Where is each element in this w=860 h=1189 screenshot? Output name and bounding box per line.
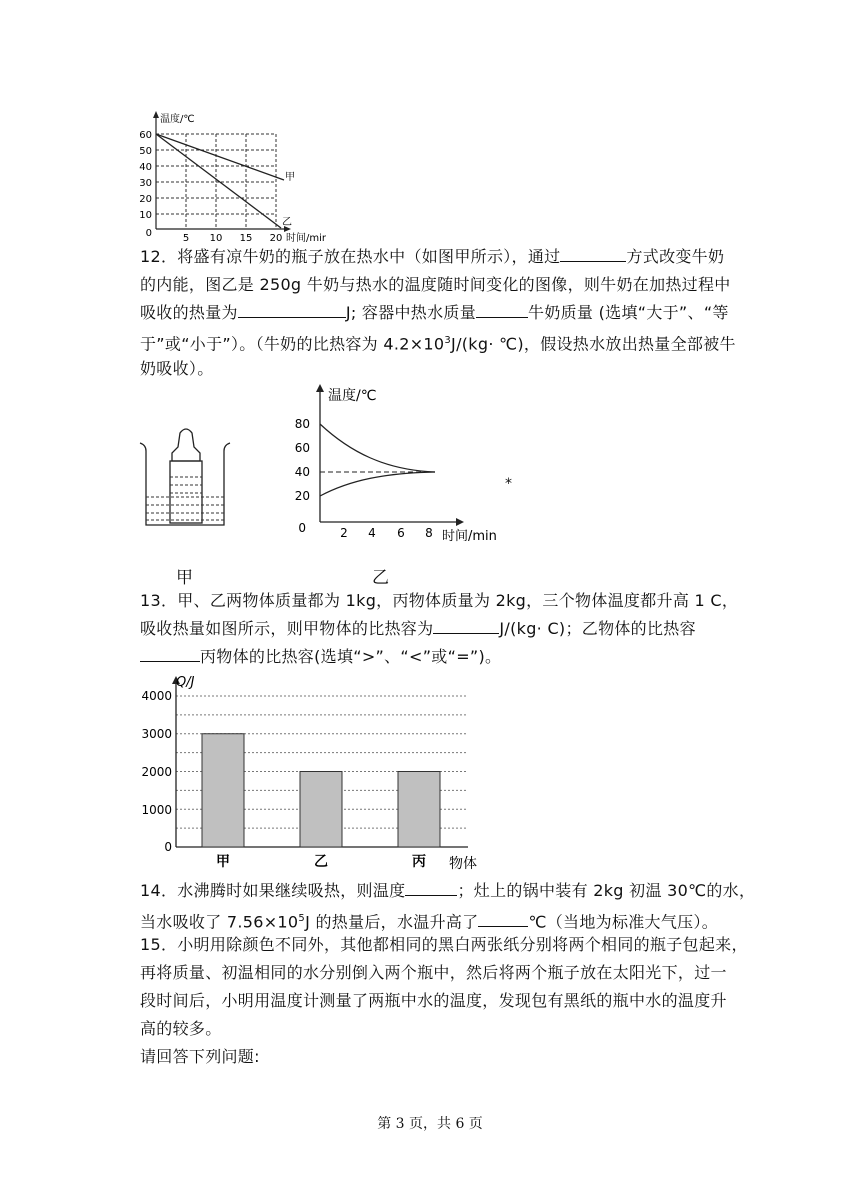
temperature-time-graph-2 — [290, 380, 520, 550]
stray-asterisk: * — [505, 476, 512, 492]
q14-line-2: 当水吸收了 $7.56\times 10^5J$ 的热量后，水温升高了 ℃（当地为标准大气压）。 — [140, 912, 719, 932]
fig2-xtick: 4 — [368, 526, 376, 540]
category-label: 乙 — [314, 854, 328, 870]
caption-yi: 乙 — [372, 568, 389, 588]
fig2-ytick: 40 — [294, 465, 310, 479]
hot-water-curve — [320, 424, 435, 472]
bar-2 — [300, 772, 342, 848]
fig1-ytick: 40 — [139, 162, 152, 173]
fig3-ylabel: Q/J — [176, 675, 195, 690]
heat-bar-chart — [136, 668, 496, 878]
fig1-xtick: 10 — [209, 233, 223, 244]
fig2-ytick: 80 — [294, 417, 310, 431]
fig1-ytick: 20 — [139, 194, 152, 205]
fig1-ytick: 0 — [145, 228, 152, 239]
beaker-with-bottle-illustration — [136, 425, 236, 535]
answer-blank[interactable] — [560, 247, 626, 262]
fig2-ytick: 0 — [298, 521, 306, 535]
page-footer: 第 3 页，共 6 页 — [377, 1116, 483, 1132]
answer-blank[interactable] — [140, 647, 200, 662]
bar-3 — [398, 772, 440, 848]
fig1-xtick: 20 — [269, 233, 283, 244]
fig1-ylabel: 温度/℃ — [160, 114, 195, 125]
fig2-ytick: 20 — [294, 489, 310, 503]
fig1-ytick: 10 — [139, 210, 152, 221]
q15-line-3: 段时间后，小明用温度计测量了两瓶中水的温度，发现包有黑纸的瓶中水的温度升 — [140, 991, 727, 1010]
q15-line-1: 15．小明用除颜色不同外，其他都相同的黑白两张纸分别将两个相同的瓶子包起来， — [140, 935, 748, 954]
answer-blank[interactable] — [433, 619, 499, 634]
q15-line-2: 再将质量、初温相同的水分别倒入两个瓶中，然后将两个瓶子放在太阳光下，过一 — [140, 963, 727, 982]
fig3-ytick: 2000 — [141, 765, 172, 779]
fig3-ytick: 1000 — [141, 803, 172, 817]
fig2-xlabel: 时间/min — [442, 529, 497, 544]
q13-line-2: 吸收热量如图所示，则甲物体的比热容为 J/(kg· C)；乙物体的比热容 — [140, 619, 696, 638]
q12-line-5: 奶吸收）。 — [140, 359, 214, 378]
milk-curve — [320, 472, 435, 496]
q12-line-4: 于”或“小于”）。（牛奶的比热容为 $4.2\times 10^3J/(kg\cdot$ ℃)，假设热水放出热量全部被牛 — [140, 334, 736, 354]
fig3-xlabel: 物体 — [449, 856, 477, 872]
q12-line-3: 吸收的热量为 J; 容器中热水质量 牛奶质量 (选填“大于”、“等 — [140, 303, 729, 322]
fig3-ytick: 4000 — [141, 689, 172, 703]
answer-blank[interactable] — [476, 303, 528, 318]
fig1-ytick: 50 — [139, 146, 152, 157]
fig3-ytick: 3000 — [141, 727, 172, 741]
category-label: 丙 — [412, 854, 426, 870]
category-label: 甲 — [216, 854, 230, 870]
fig1-line-label-jia: 甲 — [285, 172, 295, 183]
q15-line-4: 高的较多。 — [140, 1019, 222, 1038]
q12-line-2: 的内能，图乙是 250g 牛奶与热水的温度随时间变化的图像，则牛奶在加热过程中 — [140, 275, 731, 294]
caption-jia: 甲 — [176, 568, 193, 588]
fig1-xtick: 15 — [239, 233, 253, 244]
fig2-xtick: 8 — [425, 526, 433, 540]
answer-blank[interactable] — [478, 912, 528, 927]
fig2-ytick: 60 — [294, 441, 310, 455]
q13-line-1: 13．甲、乙两物体质量都为 1kg，丙物体质量为 2kg，三个物体温度都升高 1 C， — [140, 591, 739, 610]
bar-1 — [202, 734, 244, 847]
fig2-xtick: 6 — [397, 526, 405, 540]
fig1-ytick: 30 — [139, 178, 152, 189]
q15-line-5: 请回答下列问题: — [140, 1047, 260, 1066]
answer-blank[interactable] — [405, 881, 457, 896]
fig1-xtick: 5 — [182, 233, 190, 244]
fig3-ytick: 0 — [164, 840, 172, 854]
temperature-time-graph-1 — [136, 108, 336, 244]
fig2-ylabel: 温度/℃ — [328, 388, 377, 404]
fig2-xtick: 2 — [340, 526, 348, 540]
q12-line-1: 12．将盛有凉牛奶的瓶子放在热水中（如图甲所示），通过 方式改变牛奶 — [140, 247, 725, 266]
q14-line-1: 14．水沸腾时如果继续吸热，则温度 ；灶上的锅中装有 2kg 初温 30℃的水， — [140, 881, 756, 900]
line-jia — [156, 134, 284, 180]
q13-line-3: 丙物体的比热容(选填“>”、“<”或“=”)。 — [140, 646, 501, 668]
fig1-line-label-yi: 乙 — [282, 217, 292, 228]
fig1-ytick: 60 — [139, 130, 152, 141]
fig1-xlabel: 时间/mir — [286, 233, 326, 244]
answer-blank[interactable] — [238, 303, 346, 318]
